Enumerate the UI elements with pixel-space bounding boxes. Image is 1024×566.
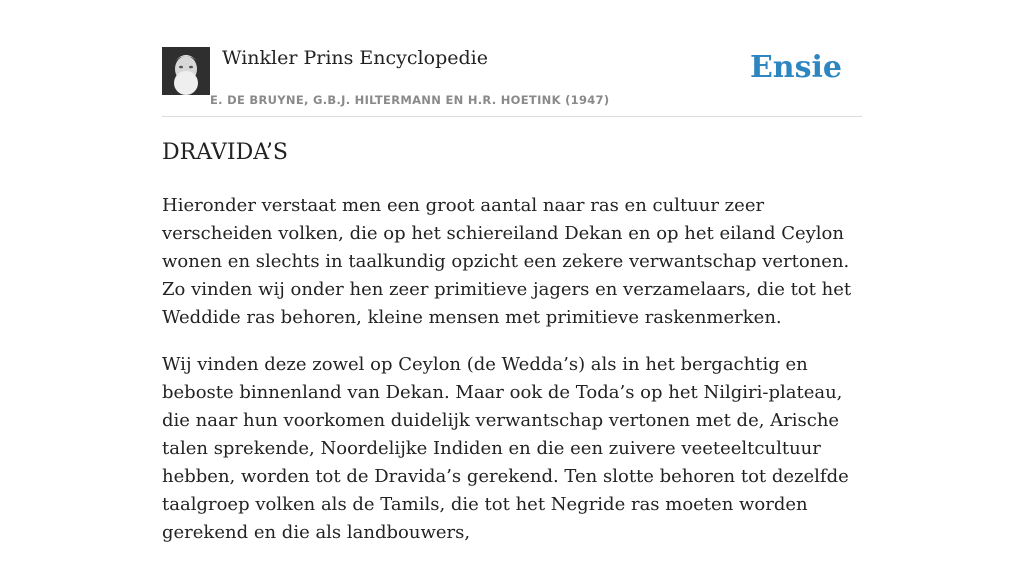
article-body — [162, 192, 862, 566]
ensie-logo-link[interactable]: Ensie — [749, 50, 842, 85]
header — [162, 46, 862, 117]
site-name[interactable]: Winkler Prins Encyclopedie — [222, 47, 488, 69]
article-title: DRAVIDA’S — [162, 140, 288, 165]
avatar-portrait-image — [162, 47, 210, 95]
author-avatar — [162, 47, 210, 95]
article-paragraph: Wij vinden deze zowel op Ceylon (de Wedda’s) als in het bergachtig en beboste binnenland van Dekan. Maar ook de Toda’s op het Nilgiri-plateau, die naar hun voorkomen duidelijk verwantschap vertonen met de, Arische talen sprekende, Noordelijke Indiden en die een zuivere veeteeltcultuur hebben, worden tot de Dravida’s gerekend. Ten slotte behoren tot dezelfde taalgroep volken als de Tamils, die tot het Negride ras moeten worden gerekend en die als landbouwers, — [162, 354, 849, 543]
article-paragraph: Hieronder verstaat men een groot aantal naar ras en cultuur zeer verscheiden volken, die op het schiereiland Dekan en op het eiland Ceylon wonen en slechts in taalkundig opzicht een zekere verwantschap vertonen. Zo vinden wij onder hen zeer primitieve jagers en verzamelaars, die tot het Weddide ras behoren, kleine mensen met primitieve raskenmerken. — [162, 195, 852, 328]
author-byline: E. DE BRUYNE, G.B.J. HILTERMANN EN H.R. HOETINK (1947) — [210, 93, 610, 107]
